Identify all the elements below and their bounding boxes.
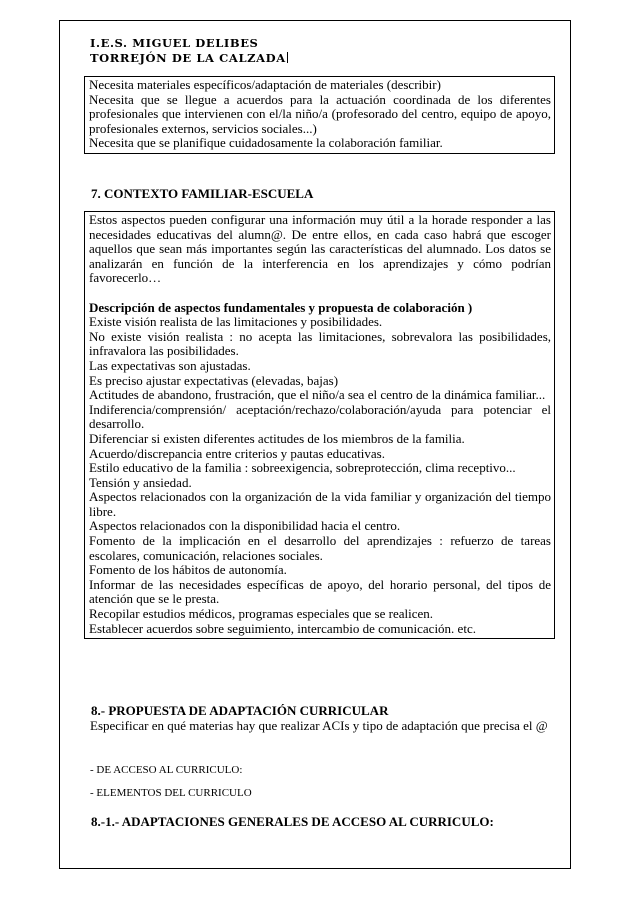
family-context-item: Acuerdo/discrepancia entre criterios y pautas educativas. [89, 445, 385, 461]
needs-item: Necesita materiales específicos/adaptación de materiales (describir) [89, 77, 441, 92]
family-context-item: Aspectos relacionados con la disponibilidad hacia el centro. [89, 518, 401, 534]
school-location [90, 51, 450, 66]
spacer [89, 286, 551, 301]
family-context-item: Estilo educativo de la familia : sobreexigencia, sobreprotección, clima receptivo... [89, 460, 516, 476]
school-location-text: TORREJÓN DE LA CALZADA [90, 51, 286, 65]
section8-item-access: - DE ACCESO AL CURRICULO: [90, 764, 243, 776]
section8-title: 8.- PROPUESTA DE ADAPTACIÓN CURRICULAR [91, 703, 389, 718]
family-context-item: Fomento de los hábitos de autonomía. [89, 562, 287, 578]
cursor-bar [287, 52, 288, 63]
section8-item-elements: - ELEMENTOS DEL CURRICULO [90, 787, 252, 799]
family-context-item: Es preciso ajustar expectativas (elevadas, bajas) [89, 372, 339, 388]
family-context-item: Las expectativas son ajustadas. [89, 357, 251, 373]
family-context-intro: Estos aspectos pueden configurar una información muy útil a la horade responder a las necesidades educativas del alumn@. De entre ellos, en cada caso habrá que escoger aquellos que sean más importantes según las características del alumnado. Los datos se analizarán en función de la interferencia en los aprendizajes y cómo podrían favorecerlo… [89, 212, 551, 286]
needs-item: Necesita que se planifique cuidadosamente la colaboración familiar. [89, 135, 443, 151]
school-header [90, 36, 450, 66]
needs-box [84, 76, 555, 154]
section7-title: 7. CONTEXTO FAMILIAR-ESCUELA [91, 186, 314, 201]
family-context-subtitle: Descripción de aspectos fundamentales y propuesta de colaboración ) [89, 299, 473, 315]
family-context-item: Tensión y ansiedad. [89, 474, 192, 490]
family-context-item: No existe visión realista : no acepta las limitaciones, sobrevalora las posibilidades, infravalora las posibilidades. [89, 328, 551, 359]
family-context-item: Aspectos relacionados con la organización de la vida familiar y organización del tiempo libre. [89, 489, 551, 519]
school-name: I.E.S. MIGUEL DELIBES [90, 36, 259, 50]
needs-item: Necesita que se llegue a acuerdos para la actuación coordinada de los diferentes profesionales que intervienen con el/la niño/a (profesorado del centro, equipo de apoyo, profesionales externos, servicios sociales...) [89, 91, 551, 136]
family-context-item: Diferenciar si existen diferentes actitudes de los miembros de la familia. [89, 430, 465, 446]
family-context-box [84, 211, 555, 639]
section8-text: Especificar en qué materias hay que realizar ACIs y tipo de adaptación que precisa el @ [90, 718, 548, 733]
family-context-item: Recopilar estudios médicos, programas especiales que se realicen. [89, 606, 434, 622]
family-context-item: Establecer acuerdos sobre seguimiento, intercambio de comunicación. etc. [89, 620, 476, 636]
family-context-item: Actitudes de abandono, frustración, que el niño/a sea el centro de la dinámica familiar... [89, 387, 546, 403]
family-context-item: Informar de las necesidades específicas de apoyo, del horario personal, del tipos de atención que se le presta. [89, 576, 551, 607]
family-context-item: Indiferencia/comprensión/ aceptación/rechazo/colaboración/ayuda para potenciar el desarrollo. [89, 401, 551, 432]
section8-1-title: 8.-1.- ADAPTACIONES GENERALES DE ACCESO AL CURRICULO: [91, 814, 494, 829]
family-context-item: Fomento de la implicación en el desarrollo del aprendizajes : refuerzo de tareas escolares, comunicación, relaciones sociales. [89, 533, 551, 563]
family-context-item: Existe visión realista de las limitaciones y posibilidades. [89, 314, 383, 330]
